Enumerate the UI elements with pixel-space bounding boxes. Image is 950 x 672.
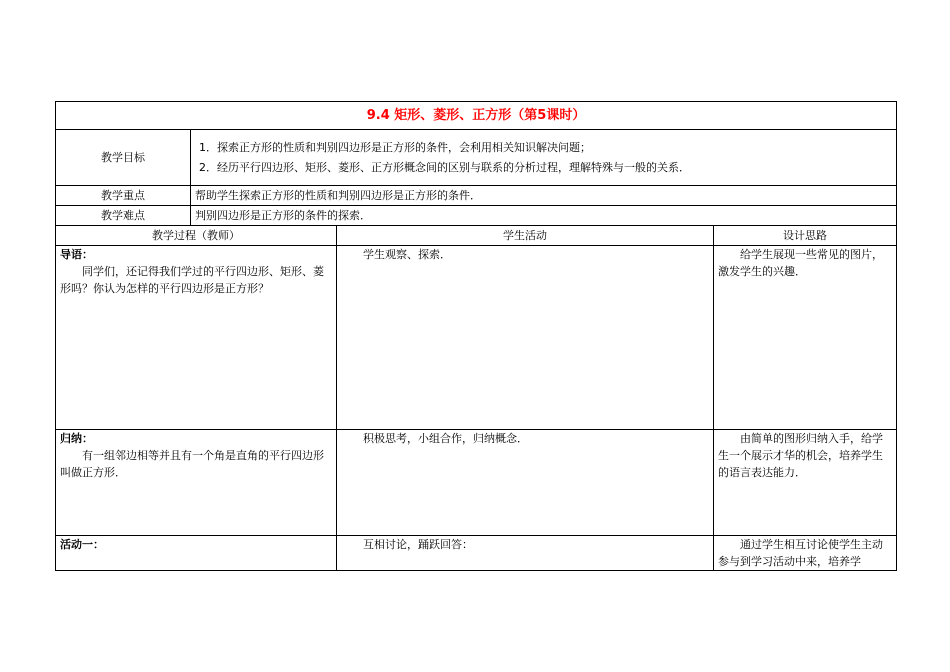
intro-design-text: 给学生展现一些常见的图片，激发学生的兴趣． <box>718 248 883 278</box>
student-activity-header: 学生活动 <box>337 226 714 246</box>
activity1-design-cell <box>714 536 897 571</box>
teacher-process-header: 教学过程（教师） <box>56 226 337 246</box>
goal-item-1: 1．探索正方形的性质和判别四边形是正方形的条件，会利用相关知识解决问题； <box>199 141 591 154</box>
intro-teacher-cell <box>56 246 337 430</box>
activity1-design-text: 通过学生相互讨论使学生主动参与到学习活动中来，培养学 <box>718 538 883 568</box>
design-idea-header: 设计思路 <box>714 226 897 246</box>
difficulty-content: 判别四边形是正方形的条件的探索． <box>191 206 897 226</box>
summary-heading: 归纳： <box>60 432 93 445</box>
intro-heading: 导语： <box>60 248 93 261</box>
summary-student-cell <box>337 430 714 536</box>
intro-design-cell <box>714 246 897 430</box>
key-point-content: 帮助学生探索正方形的性质和判别四边形是正方形的条件． <box>191 186 897 206</box>
activity1-heading: 活动一： <box>60 538 104 551</box>
goal-item-2: 2．经历平行四边形、矩形、菱形、正方形概念间的区别与联系的分析过程，理解特殊与一般的关系． <box>199 161 690 174</box>
summary-design-cell <box>714 430 897 536</box>
intro-teacher-text: 同学们，还记得我们学过的平行四边形、矩形、菱形吗？你认为怎样的平行四边形是正方形？ <box>60 265 324 295</box>
lesson-title: 9.4 矩形、菱形、正方形（第5课时） <box>56 102 897 130</box>
summary-teacher-text: 有一组邻边相等并且有一个角是直角的平行四边形叫做正方形． <box>60 449 324 479</box>
lesson-plan-table <box>55 101 897 571</box>
intro-student-cell <box>337 246 714 430</box>
goals-content <box>191 130 897 186</box>
activity1-student-text: 互相讨论，踊跃回答： <box>363 538 473 551</box>
summary-design-text: 由简单的图形归纳入手，给学生一个展示才华的机会，培养学生的语言表达能力． <box>718 432 883 479</box>
intro-student-text: 学生观察、探索． <box>363 248 451 261</box>
difficulty-label: 教学难点 <box>56 206 191 226</box>
key-point-label: 教学重点 <box>56 186 191 206</box>
activity1-student-cell <box>337 536 714 571</box>
summary-student-text: 积极思考，小组合作，归纳概念． <box>363 432 528 445</box>
goals-label: 教学目标 <box>56 130 191 186</box>
activity1-teacher-cell <box>56 536 337 571</box>
summary-teacher-cell <box>56 430 337 536</box>
